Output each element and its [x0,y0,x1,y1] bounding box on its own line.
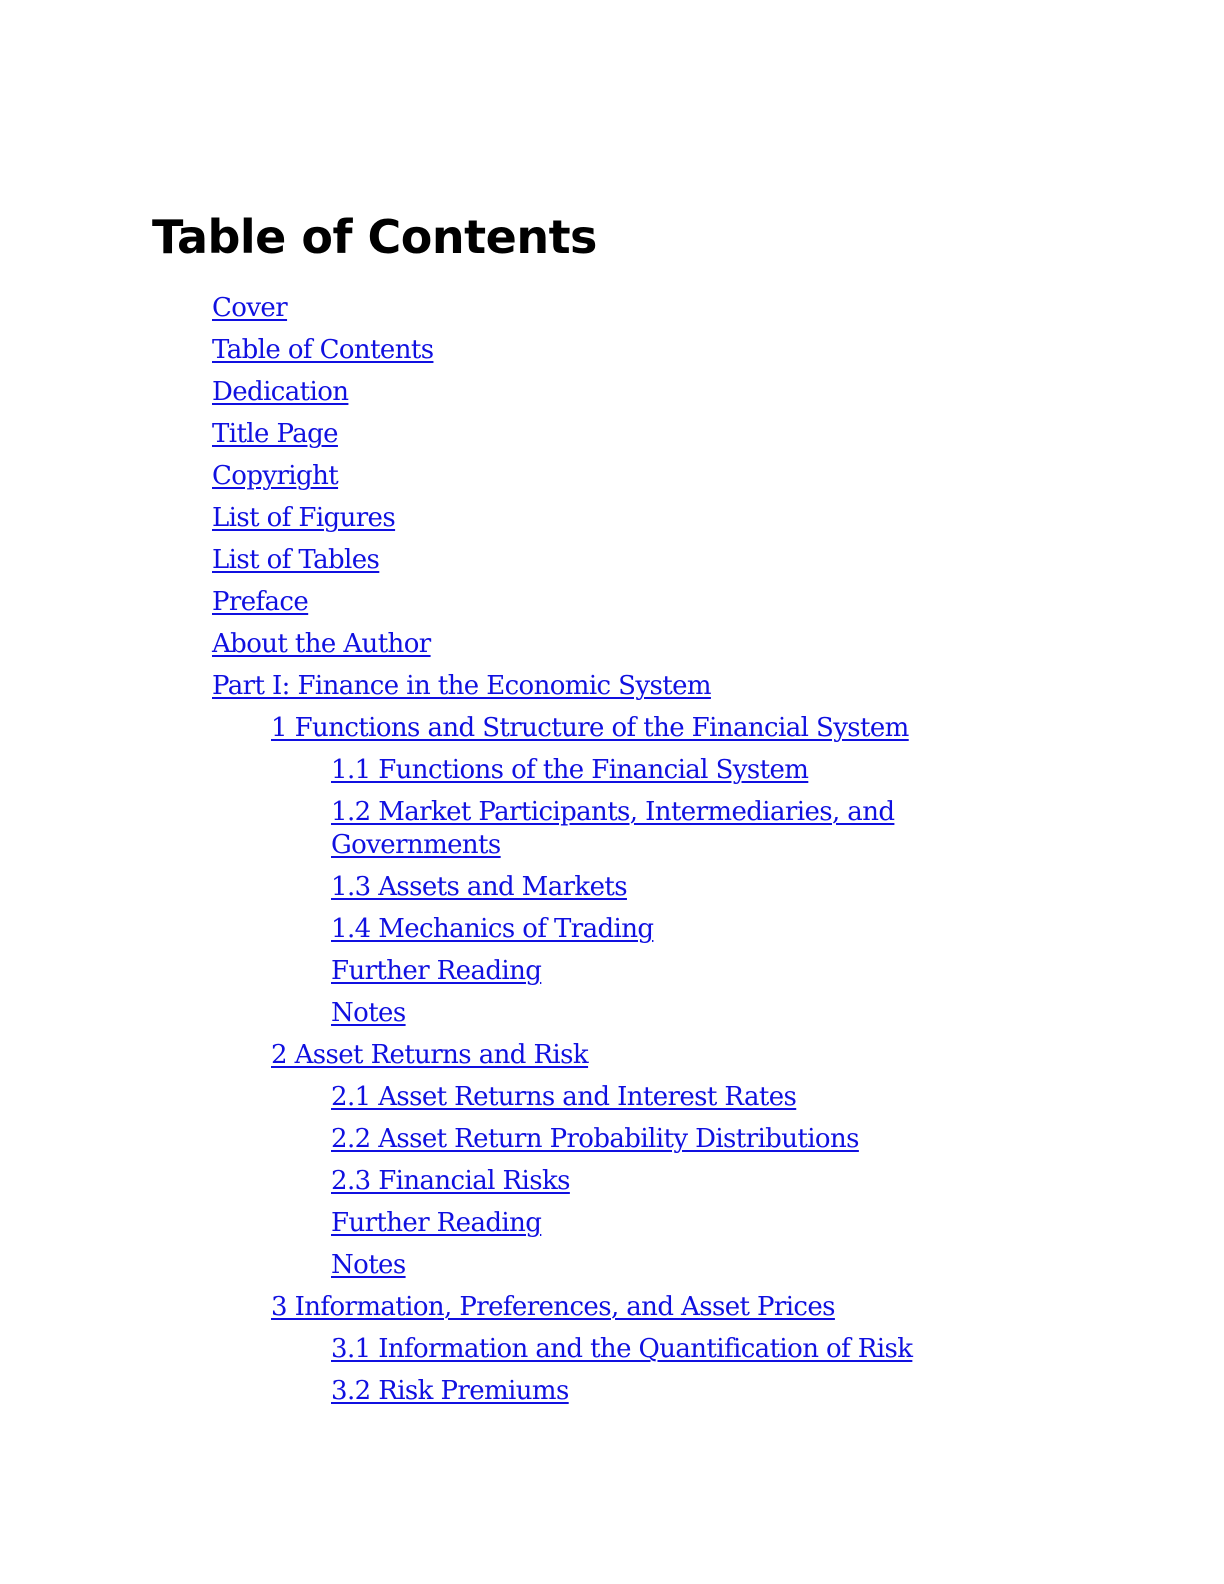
toc-link-title-page[interactable]: Title Page [212,419,338,449]
toc-entry [0,376,1224,418]
toc-entry [0,871,1224,913]
toc-link-chapter-2-further-reading[interactable]: Further Reading [331,1208,542,1238]
toc-entry [0,712,1224,754]
toc-entry [0,955,1224,997]
toc-entry [0,997,1224,1039]
toc-entry [0,1375,1224,1417]
toc-link-section-2-2[interactable]: 2.2 Asset Return Probability Distributions [331,1124,859,1154]
toc-entry [0,1249,1224,1291]
toc-entry [0,334,1224,376]
toc-entry [0,1333,1224,1375]
toc-entry [0,913,1224,955]
toc-link-section-1-3[interactable]: 1.3 Assets and Markets [331,872,627,902]
toc-entry [0,502,1224,544]
toc-link-section-1-2[interactable]: 1.2 Market Participants, Intermediaries, and Governments [331,797,895,860]
toc-list [0,292,1224,1417]
toc-link-table-of-contents[interactable]: Table of Contents [212,335,434,365]
toc-link-part-1[interactable]: Part I: Finance in the Economic System [212,671,711,701]
toc-link-cover[interactable]: Cover [212,293,288,323]
page-title: Table of Contents [152,210,597,264]
toc-link-list-of-figures[interactable]: List of Figures [212,503,396,533]
toc-link-section-3-2[interactable]: 3.2 Risk Premiums [331,1376,569,1406]
toc-link-chapter-1-notes[interactable]: Notes [331,998,406,1028]
toc-entry [0,796,1224,871]
toc-entry [0,1291,1224,1333]
toc-entry [0,586,1224,628]
toc-entry [0,628,1224,670]
toc-link-section-1-1[interactable]: 1.1 Functions of the Financial System [331,755,809,785]
toc-entry [0,1165,1224,1207]
toc-entry [0,460,1224,502]
toc-entry [0,754,1224,796]
toc-entry [0,670,1224,712]
toc-entry [0,1039,1224,1081]
toc-link-chapter-1-further-reading[interactable]: Further Reading [331,956,542,986]
toc-link-section-3-1[interactable]: 3.1 Information and the Quantification of Risk [331,1334,913,1364]
toc-link-chapter-2-notes[interactable]: Notes [331,1250,406,1280]
toc-entry [0,1207,1224,1249]
toc-link-chapter-1[interactable]: 1 Functions and Structure of the Financial System [271,713,909,743]
toc-link-about-the-author[interactable]: About the Author [212,629,431,659]
toc-link-section-2-3[interactable]: 2.3 Financial Risks [331,1166,570,1196]
toc-link-preface[interactable]: Preface [212,587,309,617]
toc-link-copyright[interactable]: Copyright [212,461,339,491]
toc-link-chapter-3[interactable]: 3 Information, Preferences, and Asset Prices [271,1292,835,1322]
toc-link-chapter-2[interactable]: 2 Asset Returns and Risk [271,1040,589,1070]
toc-entry [0,1081,1224,1123]
toc-link-section-2-1[interactable]: 2.1 Asset Returns and Interest Rates [331,1082,797,1112]
toc-entry [0,418,1224,460]
toc-link-section-1-4[interactable]: 1.4 Mechanics of Trading [331,914,654,944]
toc-link-list-of-tables[interactable]: List of Tables [212,545,380,575]
toc-link-dedication[interactable]: Dedication [212,377,349,407]
toc-entry [0,544,1224,586]
toc-entry [0,292,1224,334]
toc-entry [0,1123,1224,1165]
